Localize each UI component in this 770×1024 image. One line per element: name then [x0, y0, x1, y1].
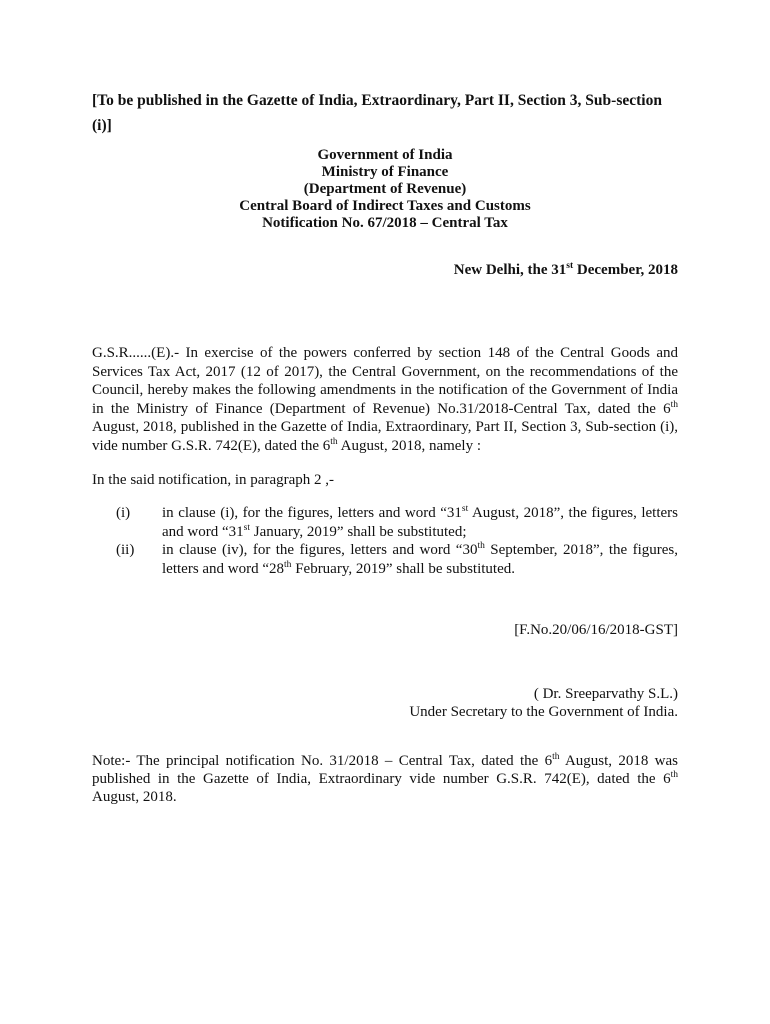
heading-board: Central Board of Indirect Taxes and Customs — [239, 198, 531, 214]
clause-text-part1: in clause (iv), for the figures, letters and word “30 — [162, 542, 478, 559]
intro-line: In the said notification, in paragraph 2 ,- — [92, 472, 335, 488]
clause-sup2: th — [284, 559, 292, 570]
footnote-part2: August, 2018 was published in the Gazette of India, Extraordinary vide number G.S.R. 742(E), dated the 6 — [92, 753, 678, 787]
main-paragraph-part1: G.S.R......(E).- In exercise of the powers conferred by section 148 of the Central Goods and Services Tax Act, 2017 (12 of 2017), the Central Government, on the recommendations of the Council, hereby makes the following amendments in the notification of the Government of India in the Ministry of Finance (Department of Revenue) No.31/2018-Central Tax, dated the 6 — [92, 345, 678, 417]
clause-text-part2: August, 2018”, the figures, letters and word “31 — [162, 505, 679, 540]
main-paragraph-sup2: th — [330, 436, 338, 447]
main-paragraph-part2: August, 2018, published in the Gazette of India, Extraordinary, Part II, Section 3, Sub-section (i), vide number G.S.R. 742(E), dated the 6 — [92, 419, 678, 454]
clause-text-part2: September, 2018”, the figures, letters and word “28 — [162, 542, 678, 577]
clause-text — [162, 504, 678, 541]
heading-notification-number: Notification No. 67/2018 – Central Tax — [262, 215, 508, 231]
dateline-sup: st — [566, 261, 574, 271]
main-paragraph-sup1: th — [670, 399, 678, 410]
signatory-title: Under Secretary to the Government of India. — [409, 704, 678, 720]
clause-text-part3: January, 2019” shall be substituted; — [250, 523, 467, 540]
clause-text-part3: February, 2019” shall be substituted. — [291, 560, 516, 577]
heading-department: (Department of Revenue) — [303, 181, 467, 197]
footnote-part1: Note:- The principal notification No. 31/2018 – Central Tax, dated the 6 — [92, 753, 553, 769]
heading-ministry: Ministry of Finance — [321, 164, 449, 180]
clause-sup1: th — [477, 541, 485, 552]
main-paragraph-part3: August, 2018, namely : — [337, 437, 482, 454]
clause-item — [92, 504, 678, 541]
clause-text — [162, 541, 678, 578]
heading-government: Government of India — [317, 147, 453, 163]
signatory-name: ( Dr. Sreeparvathy S.L.) — [533, 686, 678, 702]
footnote — [92, 752, 678, 806]
footnote-part3: August, 2018. — [92, 789, 177, 805]
main-paragraph — [92, 344, 678, 456]
document-page — [92, 0, 678, 1024]
clause-text-part1: in clause (i), for the figures, letters and word “31 — [162, 505, 462, 521]
dateline-suffix: December, 2018 — [573, 262, 678, 278]
clause-number: (ii) — [116, 542, 135, 559]
dateline — [454, 262, 678, 279]
clause-sup1: st — [461, 504, 469, 514]
clause-list — [92, 504, 678, 578]
file-number: [F.No.20/06/16/2018-GST] — [514, 622, 678, 638]
heading-block — [92, 147, 678, 232]
clause-item — [92, 541, 678, 578]
clause-sup2: st — [243, 522, 250, 533]
clause-number: (i) — [116, 505, 131, 521]
footnote-sup1: th — [552, 752, 560, 762]
dateline-prefix: New Delhi, the 31 — [453, 262, 567, 278]
footnote-sup2: th — [670, 770, 678, 780]
publication-header-note: [To be published in the Gazette of India, Extraordinary, Part II, Section 3, Sub-section (i)] — [92, 92, 662, 134]
